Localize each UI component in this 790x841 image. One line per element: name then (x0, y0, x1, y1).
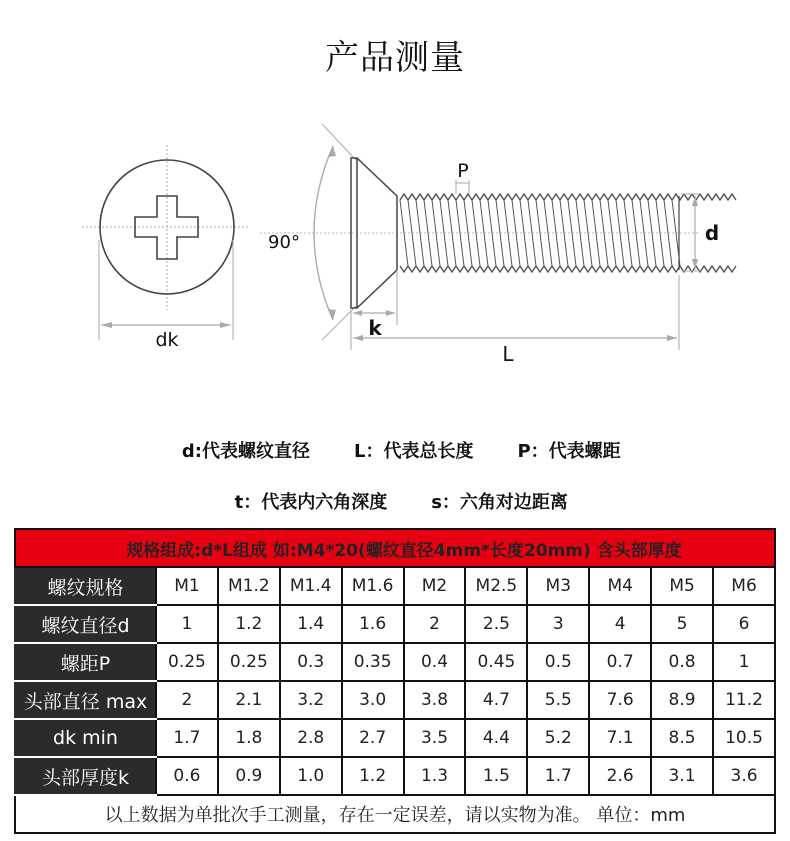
table-cell: 2 (156, 681, 218, 719)
legend-p: P：代表螺距 (517, 441, 621, 462)
spec-banner-row (15, 529, 775, 567)
table-cell: 1.7 (156, 719, 218, 757)
table-cell: 11.2 (713, 681, 775, 719)
table-cell: 10.5 (713, 719, 775, 757)
column-header: M1.4 (280, 567, 342, 605)
table-cell: 0.25 (156, 643, 218, 681)
page-title: 产品测量 (325, 38, 465, 78)
table-cell: 7.6 (589, 681, 651, 719)
length-label: L (502, 342, 514, 366)
table-cell: 1.7 (527, 757, 589, 795)
table-cell: 5.5 (527, 681, 589, 719)
table-cell: 1.5 (465, 757, 527, 795)
table-cell: 1.4 (280, 605, 342, 643)
legend-l: L：代表总长度 (353, 441, 474, 462)
legend-t: t：代表内六角深度 (234, 492, 388, 513)
table-cell: 0.25 (218, 643, 280, 681)
table-cell: 2.8 (280, 719, 342, 757)
table-row (15, 719, 775, 757)
table-cell: 2.1 (218, 681, 280, 719)
table-footer-note: 以上数据为单批次手工测量，存在一定误差，请以实物为准。 单位：mm (15, 795, 775, 833)
table-row (15, 605, 775, 643)
column-header: M6 (713, 567, 775, 605)
table-cell: 0.3 (280, 643, 342, 681)
column-header: M1.6 (342, 567, 404, 605)
table-cell: 1 (713, 643, 775, 681)
table-cell: 8.5 (651, 719, 713, 757)
row-label: 头部直径 max (15, 681, 156, 719)
table-row (15, 757, 775, 795)
table-header-row (15, 567, 775, 605)
table-cell: 4 (589, 605, 651, 643)
dk-label: dk (155, 329, 179, 351)
table-cell: 2 (404, 605, 466, 643)
table-cell: 1.6 (342, 605, 404, 643)
table-cell: 0.5 (527, 643, 589, 681)
spec-banner: 规格组成:d*L组成 如:M4*20(螺纹直径4mm*长度20mm) 含头部厚度 (15, 529, 775, 567)
table-cell: 5.2 (527, 719, 589, 757)
column-header: M2 (404, 567, 466, 605)
head-top-view-icon (82, 145, 248, 340)
table-cell: 3.5 (404, 719, 466, 757)
table-cell: 1.3 (404, 757, 466, 795)
table-cell: 0.6 (156, 757, 218, 795)
table-cell: 1 (156, 605, 218, 643)
table-cell: 1.0 (280, 757, 342, 795)
table-cell: 3 (527, 605, 589, 643)
table-cell: 0.45 (465, 643, 527, 681)
table-cell: 1.2 (218, 605, 280, 643)
table-cell: 2.6 (589, 757, 651, 795)
column-header: M1.2 (218, 567, 280, 605)
table-cell: 0.4 (404, 643, 466, 681)
row-label: 螺纹直径d (15, 605, 156, 643)
legend-line-2 (0, 467, 790, 514)
table-cell: 1.2 (342, 757, 404, 795)
table-row (15, 681, 775, 719)
screw-measurement-diagram (0, 110, 790, 380)
table-cell: 0.35 (342, 643, 404, 681)
table-cell: 5 (651, 605, 713, 643)
table-cell: 0.7 (589, 643, 651, 681)
header-label: 螺纹规格 (15, 567, 156, 605)
screw-side-view-icon (260, 124, 736, 350)
table-cell: 2.5 (465, 605, 527, 643)
angle-label: 90° (268, 232, 300, 253)
table-cell: 6 (713, 605, 775, 643)
table-cell: 0.9 (218, 757, 280, 795)
table-cell: 3.0 (342, 681, 404, 719)
table-cell: 3.8 (404, 681, 466, 719)
k-label: k (368, 316, 382, 340)
column-header: M5 (651, 567, 713, 605)
row-label: dk min (15, 719, 156, 757)
table-cell: 2.7 (342, 719, 404, 757)
column-header: M2.5 (465, 567, 527, 605)
pitch-label: P (457, 160, 469, 182)
column-header: M3 (527, 567, 589, 605)
legend-s: s：六角对边距离 (431, 492, 568, 513)
row-label: 螺距P (15, 643, 156, 681)
table-cell: 1.8 (218, 719, 280, 757)
legend-line-1 (0, 416, 790, 463)
legend-d: d:代表螺纹直径 (181, 441, 310, 462)
table-cell: 3.1 (651, 757, 713, 795)
column-header: M4 (589, 567, 651, 605)
table-footer-row (15, 795, 775, 833)
table-row (15, 643, 775, 681)
column-header: M1 (156, 567, 218, 605)
table-cell: 3.6 (713, 757, 775, 795)
table-cell: 4.4 (465, 719, 527, 757)
table-cell: 8.9 (651, 681, 713, 719)
table-cell: 0.8 (651, 643, 713, 681)
table-cell: 7.1 (589, 719, 651, 757)
table-cell: 3.2 (280, 681, 342, 719)
table-cell: 4.7 (465, 681, 527, 719)
row-label: 头部厚度k (15, 757, 156, 795)
diameter-label: d (704, 221, 720, 245)
spec-table (14, 528, 776, 834)
